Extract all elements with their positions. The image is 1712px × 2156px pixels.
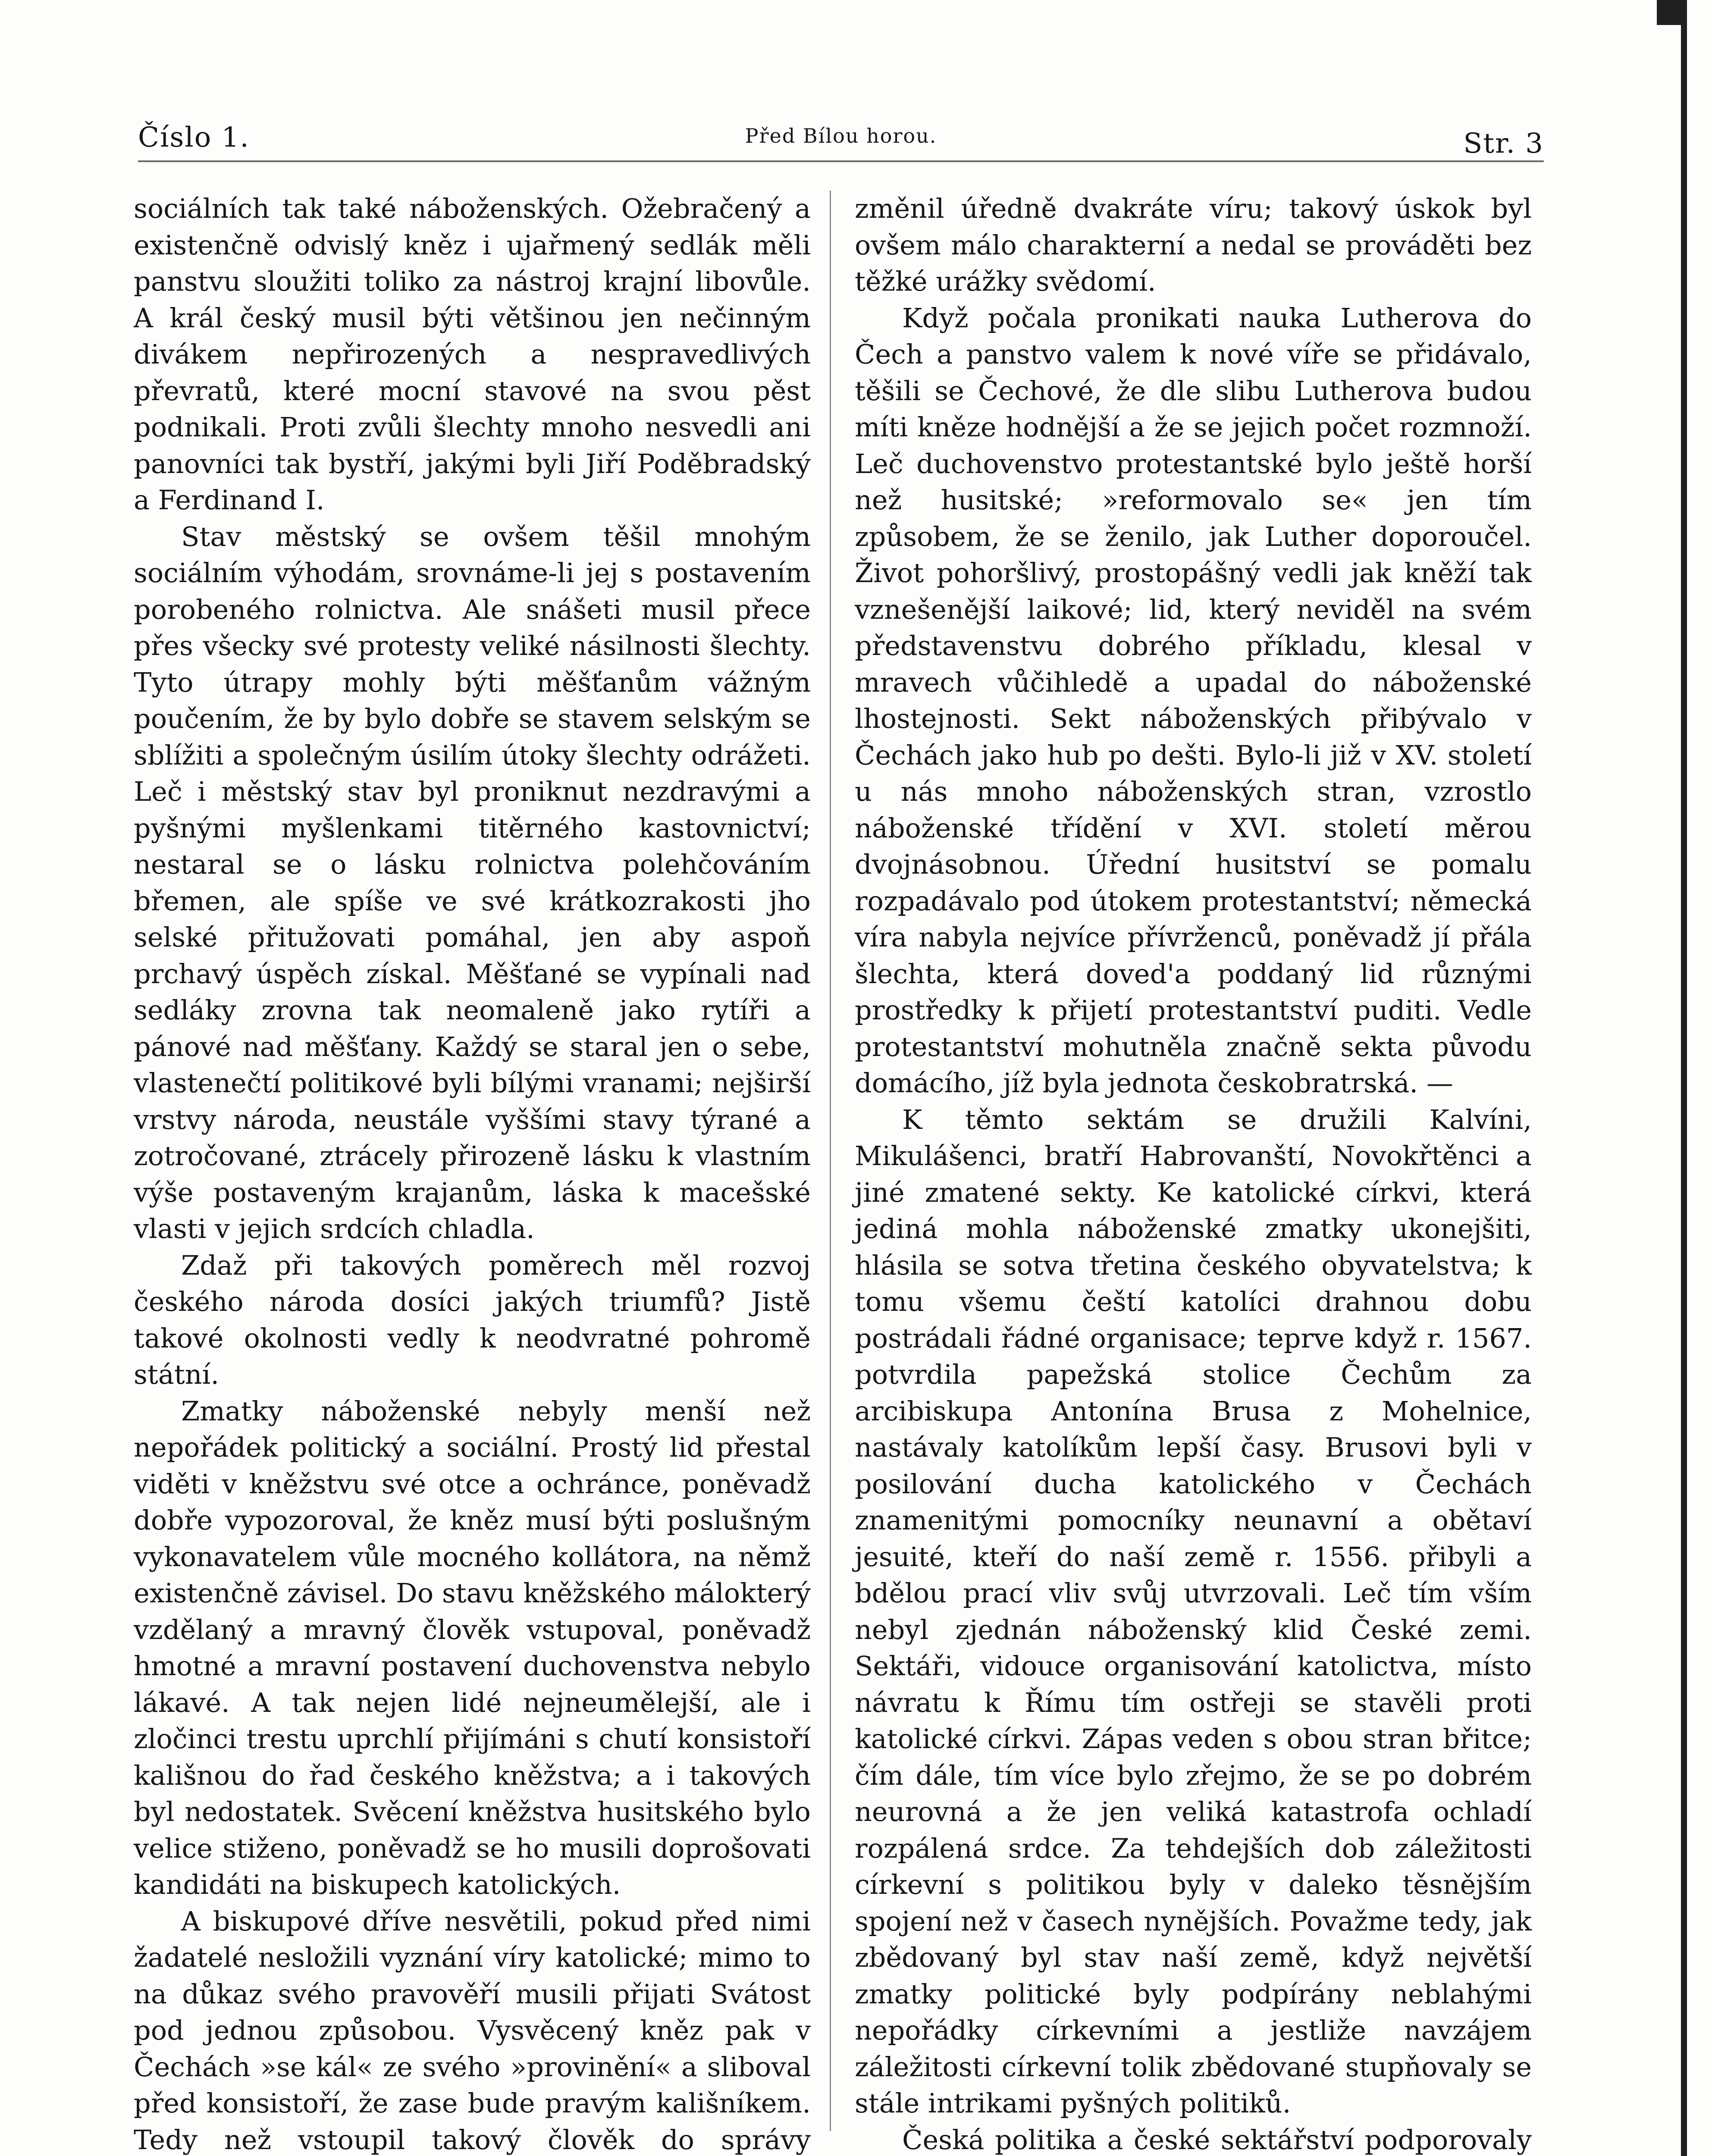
right-column <box>855 191 1532 2156</box>
paragraph: změnil úředně dvakráte víru; takový úskok byl ovšem málo charakterní a nedal se prováděti bez těžké urážky svědomí. <box>855 193 1532 297</box>
running-title: Před Bílou horou. <box>745 124 937 147</box>
paragraph: Česká politika a české sektářství podporovaly <box>902 2124 1532 2156</box>
paragraph: K těmto sektám se družili Kalvíni, Mikulášenci, bratří Habrovanští, Novokřtěnci a jiné zmatené sekty. Ke katolické církvi, která jediná mohla náboženské zmatky ukonejšiti, hlásila se sotva třetina českého obyvatelstva; k tomu všemu čeští katolíci drahnou dobu postrádali řádné organisace; teprve když r. 1567. potvrdila papežská stolice Čechům za arcibiskupa Antonína Brusa z Mohelnice, nastávaly katolíkům lepší časy. Brusovi byli v posilování ducha katolického v Čechách znamenitými pomocníky neunavní a obětaví jesuité, kteří do naší země r. 1556. přibyli a bdělou prací vliv svůj utvrzovali. Leč tím vším nebyl zjednán náboženský klid České zemi. Sektáři, vidouce organisování katolictva, místo návratu k Římu tím ostřeji se stavěli proti katolické církvi. Zápas veden s obou stran břitce; čím dále, tím více bylo zřejmo, že se po dobrém neurovná a že jen veliká katastrofa ochladí rozpálená srdce. Za tehdejších dob záležitosti církevní s politikou byly v daleko těsnějším spojení než v časech nynějších. Považme tedy, jak zbědovaný byl stav naší země, když největší zmatky politické byly podpírány neblahými nepořádky církevními a jestliže navzájem záležitosti církevní tolik zbědované stupňovaly se stále intrikami pyšných politiků. <box>855 1103 1532 2119</box>
page-number: Str. 3 <box>1463 128 1544 160</box>
paragraph: Zmatky náboženské nebyly menší než nepořádek politický a sociální. Prostý lid přestal viděti v kněžstvu své otce a ochránce, poněvadž dobře vypozoroval, že kněz musí býti poslušným vykonavatelem vůle mocného kollátora, na němž existenčně závisel. Do stavu kněžského málokterý vzdělaný a mravný člověk vstupoval, poněvadž hmotné a mravní postavení duchovenstva nebylo lákavé. A tak nejen lidé nejneumělejší, ale i zločinci trestu uprchlí přijímáni s chutí konsistoří kališnou do řad českého kněžstva; a i takových byl nedostatek. Svěcení kněžstva husitského bylo velice stiženo, poněvadž se ho musili doprošovati kandidáti na biskupech katolických. <box>134 1395 811 1900</box>
paragraph: Zdaž při takových poměrech měl rozvoj českého národa dosíci jakých triumfů? Jistě takové okolnosti vedly k neodvratné pohromě státní. <box>134 1249 811 1390</box>
scan-edge-line <box>1681 0 1687 2156</box>
paragraph: sociálních tak také náboženských. Ožebračený a existenčně odvislý kněz i ujařmený sedlák měli panstvu sloužiti toliko za nástroj krajní libovůle. A král český musil býti většinou jen nečinným divákem nepřirozených a nespravedlivých převratů, které mocní stavové na svou pěst podnikali. Proti zvůli šlechty mnoho nesvedli ani panovníci tak bystří, jakými byli Jiří Poděbradský a Ferdinand I. <box>134 193 811 516</box>
scan-edge-corner <box>1657 0 1687 25</box>
header-rule <box>138 160 1544 162</box>
left-column <box>134 191 811 2156</box>
paragraph: Stav městský se ovšem těšil mnohým sociálním výhodám, srovnáme-li jej s postavením porobeného rolnictva. Ale snášeti musil přece přes všecky své protesty veliké násilnosti šlechty. Tyto útrapy mohly býti měšťanům vážným poučením, že by bylo dobře se stavem selským se sblížiti a společným úsilím útoky šlechty odrážeti. Leč i městský stav byl proniknut nezdravými a pyšnými myšlenkami titěrného kastovnictví; nestaral se o lásku rolnictva polehčováním břemen, ale spíše ve své krátkozrakosti jho selské přitužovati pomáhal, jen aby aspoň prchavý úspěch získal. Měšťané se vypínali nad sedláky zrovna tak neomaleně jako rytíři a pánové nad měšťany. Každý se staral jen o sebe, vlastenečtí politikové byli bílými vranami; nejširší vrstvy národa, neustále vyššími stavy týrané a zotročované, ztrácely přirozeně lásku k vlastním výše postaveným krajanům, láska k macešské vlasti v jejich srdcích chladla. <box>134 520 811 1244</box>
page-header <box>138 113 1544 160</box>
paragraph: A biskupové dříve nesvětili, pokud před nimi žadatelé nesložili vyznání víry katolické; mimo to na důkaz svého pravověří musili přijati Svátost pod jednou způsobou. Vysvěcený kněz pak v Čechách »se kál« ze svého »provinění« a sliboval před konsistoří, že zase bude pravým kališníkem. Tedy než vstoupil takový člověk do správy <box>134 1905 811 2156</box>
column-divider <box>830 191 831 2131</box>
paragraph: Když počala pronikati nauka Lutherova do Čech a panstvo valem k nové víře se přidávalo, těšili se Čechové, že dle slibu Lutherova budou míti kněze hodnější a že se jejich počet rozmnoží. Leč duchovenstvo protestantské bylo ještě horší než husitské; »reformovalo se« jen tím způsobem, že se ženilo, jak Luther doporoučel. Život pohoršlivý, prostopášný vedli jak kněží tak vznešenější laikové; lid, který neviděl na svém představenstvu dobrého příkladu, klesal v mravech vůčihledě a upadal do náboženské lhostejnosti. Sekt náboženských přibývalo v Čechách jako hub po dešti. Bylo-li již v XV. století u nás mnoho náboženských stran, vzrostlo náboženské třídění v XVI. století měrou dvojnásobnou. Úřední husitství se pomalu rozpadávalo pod útokem protestantství; německá víra nabyla nejvíce přívrženců, poněvadž jí přála šlechta, která doved'a poddaný lid různými prostředky k přijetí protestantství puditi. Vedle protestantství mohutněla značně sekta původu domácího, jíž byla jednota českobratrská. — <box>855 302 1532 1099</box>
issue-number: Číslo 1. <box>138 122 250 154</box>
